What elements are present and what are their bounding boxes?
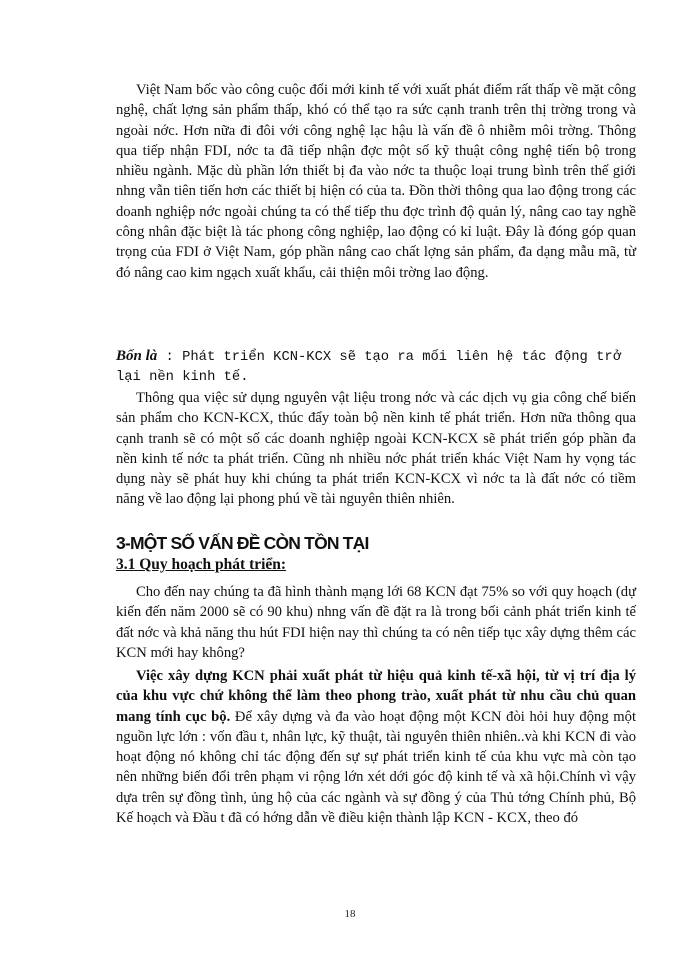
point-four-lead: Bốn là <box>116 348 158 364</box>
section-heading: 3-MỘT SỐ VẤN ĐỀ CÒN TỒN TẠI <box>116 533 369 553</box>
paragraph-linkage: Thông qua việc sử dụng nguyên vật liệu trong nớc và các dịch vụ gia công chế biến sản phẩm cho KCN-KCX, thúc đẩy toàn bộ nền kinh tế phát triển. Hơn nữa thông qua cạnh tranh sẽ có một số các doanh nghiệp ngoài KCN-KCX sẽ phát triển góp phần đa nền kinh tế nớc ta phát triển. Cũng nh nhiều nớc phát triển khác Việt Nam hy vọng tác dụng này sẽ phát huy khi chúng ta phát triển KCN-KCX vì nớc ta là đất nớc có tiềm năng về lao động lại phong phú về tài nguyên thiên nhiên. <box>116 390 636 508</box>
point-four-text: : Phát triển KCN-KCX sẽ tạo ra mối liên hệ tác động trở lại nền kinh tế. <box>116 350 621 386</box>
paragraph-fdi-technology: Việt Nam bốc vào công cuộc đổi mới kinh tế với xuất phát điểm rất thấp về mặt công nghệ, chất lợng sản phẩm thấp, khó có thể tạo ra sức cạnh tranh trên thị trờng trong và ngoài nớc. Hơn nữa đi đôi với công nghệ lạc hậu là vấn đề ô nhiễm môi trờng. Thông qua tiếp nhận FDI, nớc ta đã tiếp nhận đợc một số kỹ thuật công nghệ tiến bộ trong nhiều ngành. Mặc dù phần lớn thiết bị đa vào nớc ta thuộc loại trung bình trên thế giới nhng vẫn tiên tiến hơn các thiết bị hiện có của ta. Đồn thời thông qua lao động trong các doanh nghiệp nớc ngoài chúng ta có thể tiếp thu đợc trình độ quản lý, nâng cao tay nghề công nhân đặc biệt là tác phong công nghiệp, lao động có kỉ luật. Đây là đóng góp quan trọng của FDI ở Việt Nam, góp phần nâng cao chất lợng sản phẩm, đa dạng mẫu mã, từ đó nâng cao kim ngạch xuất khẩu, cải thiện môi trờng lao động. <box>116 82 636 281</box>
paragraph-kcn-bold-lead: Việc xây dựng KCN phải xuất phát từ hiệu quả kinh tế-xã hội, từ vị trí địa lý của khu vực chứ không thể làm theo phong trào, xuất phát từ nhu cầu chủ quan mang tính cục bộ. <box>116 668 636 725</box>
point-four <box>116 346 646 389</box>
paragraph-kcn-rest: Để xây dựng và đa vào hoạt động một KCN đòi hỏi huy động một nguồn lực lớn : vốn đầu t, nhân lực, kỹ thuật, tài nguyên thiên nhiên..và khi KCN đi vào hoạt động nó không chỉ tác động đến sự sự phát triển kinh tế của khu vực mà còn tạo nên những biến đổi trên phạm vi rộng lớn xét dới góc độ kinh tế và xã hội.Chính vì vậy dựa trên sự đồng tình, ủng hộ của các ngành và sự đồng ý của Thủ tớng Chính phủ, Bộ Kế hoạch và Đầu t đã có hớng dẫn về điều kiện thành lập KCN - KCX, theo đó <box>116 708 637 827</box>
paragraph-kcn-construction <box>116 666 636 828</box>
subsection-heading: 3.1 Quy hoạch phát triển: <box>116 556 287 573</box>
paragraph-planning: Cho đến nay chúng ta đã hình thành mạng lới 68 KCN đạt 75% so với quy hoạch (dự kiến đến năm 2000 sẽ có 90 khu) nhng vấn đề đặt ra là trong bối cảnh phát triển kinh tế đất nớc và khả năng thu hút FDI hiện nay thì chúng ta có nên tiếp tục xây dựng thêm các KCN mới hay không? <box>116 584 636 661</box>
page-number: 18 <box>344 908 356 920</box>
